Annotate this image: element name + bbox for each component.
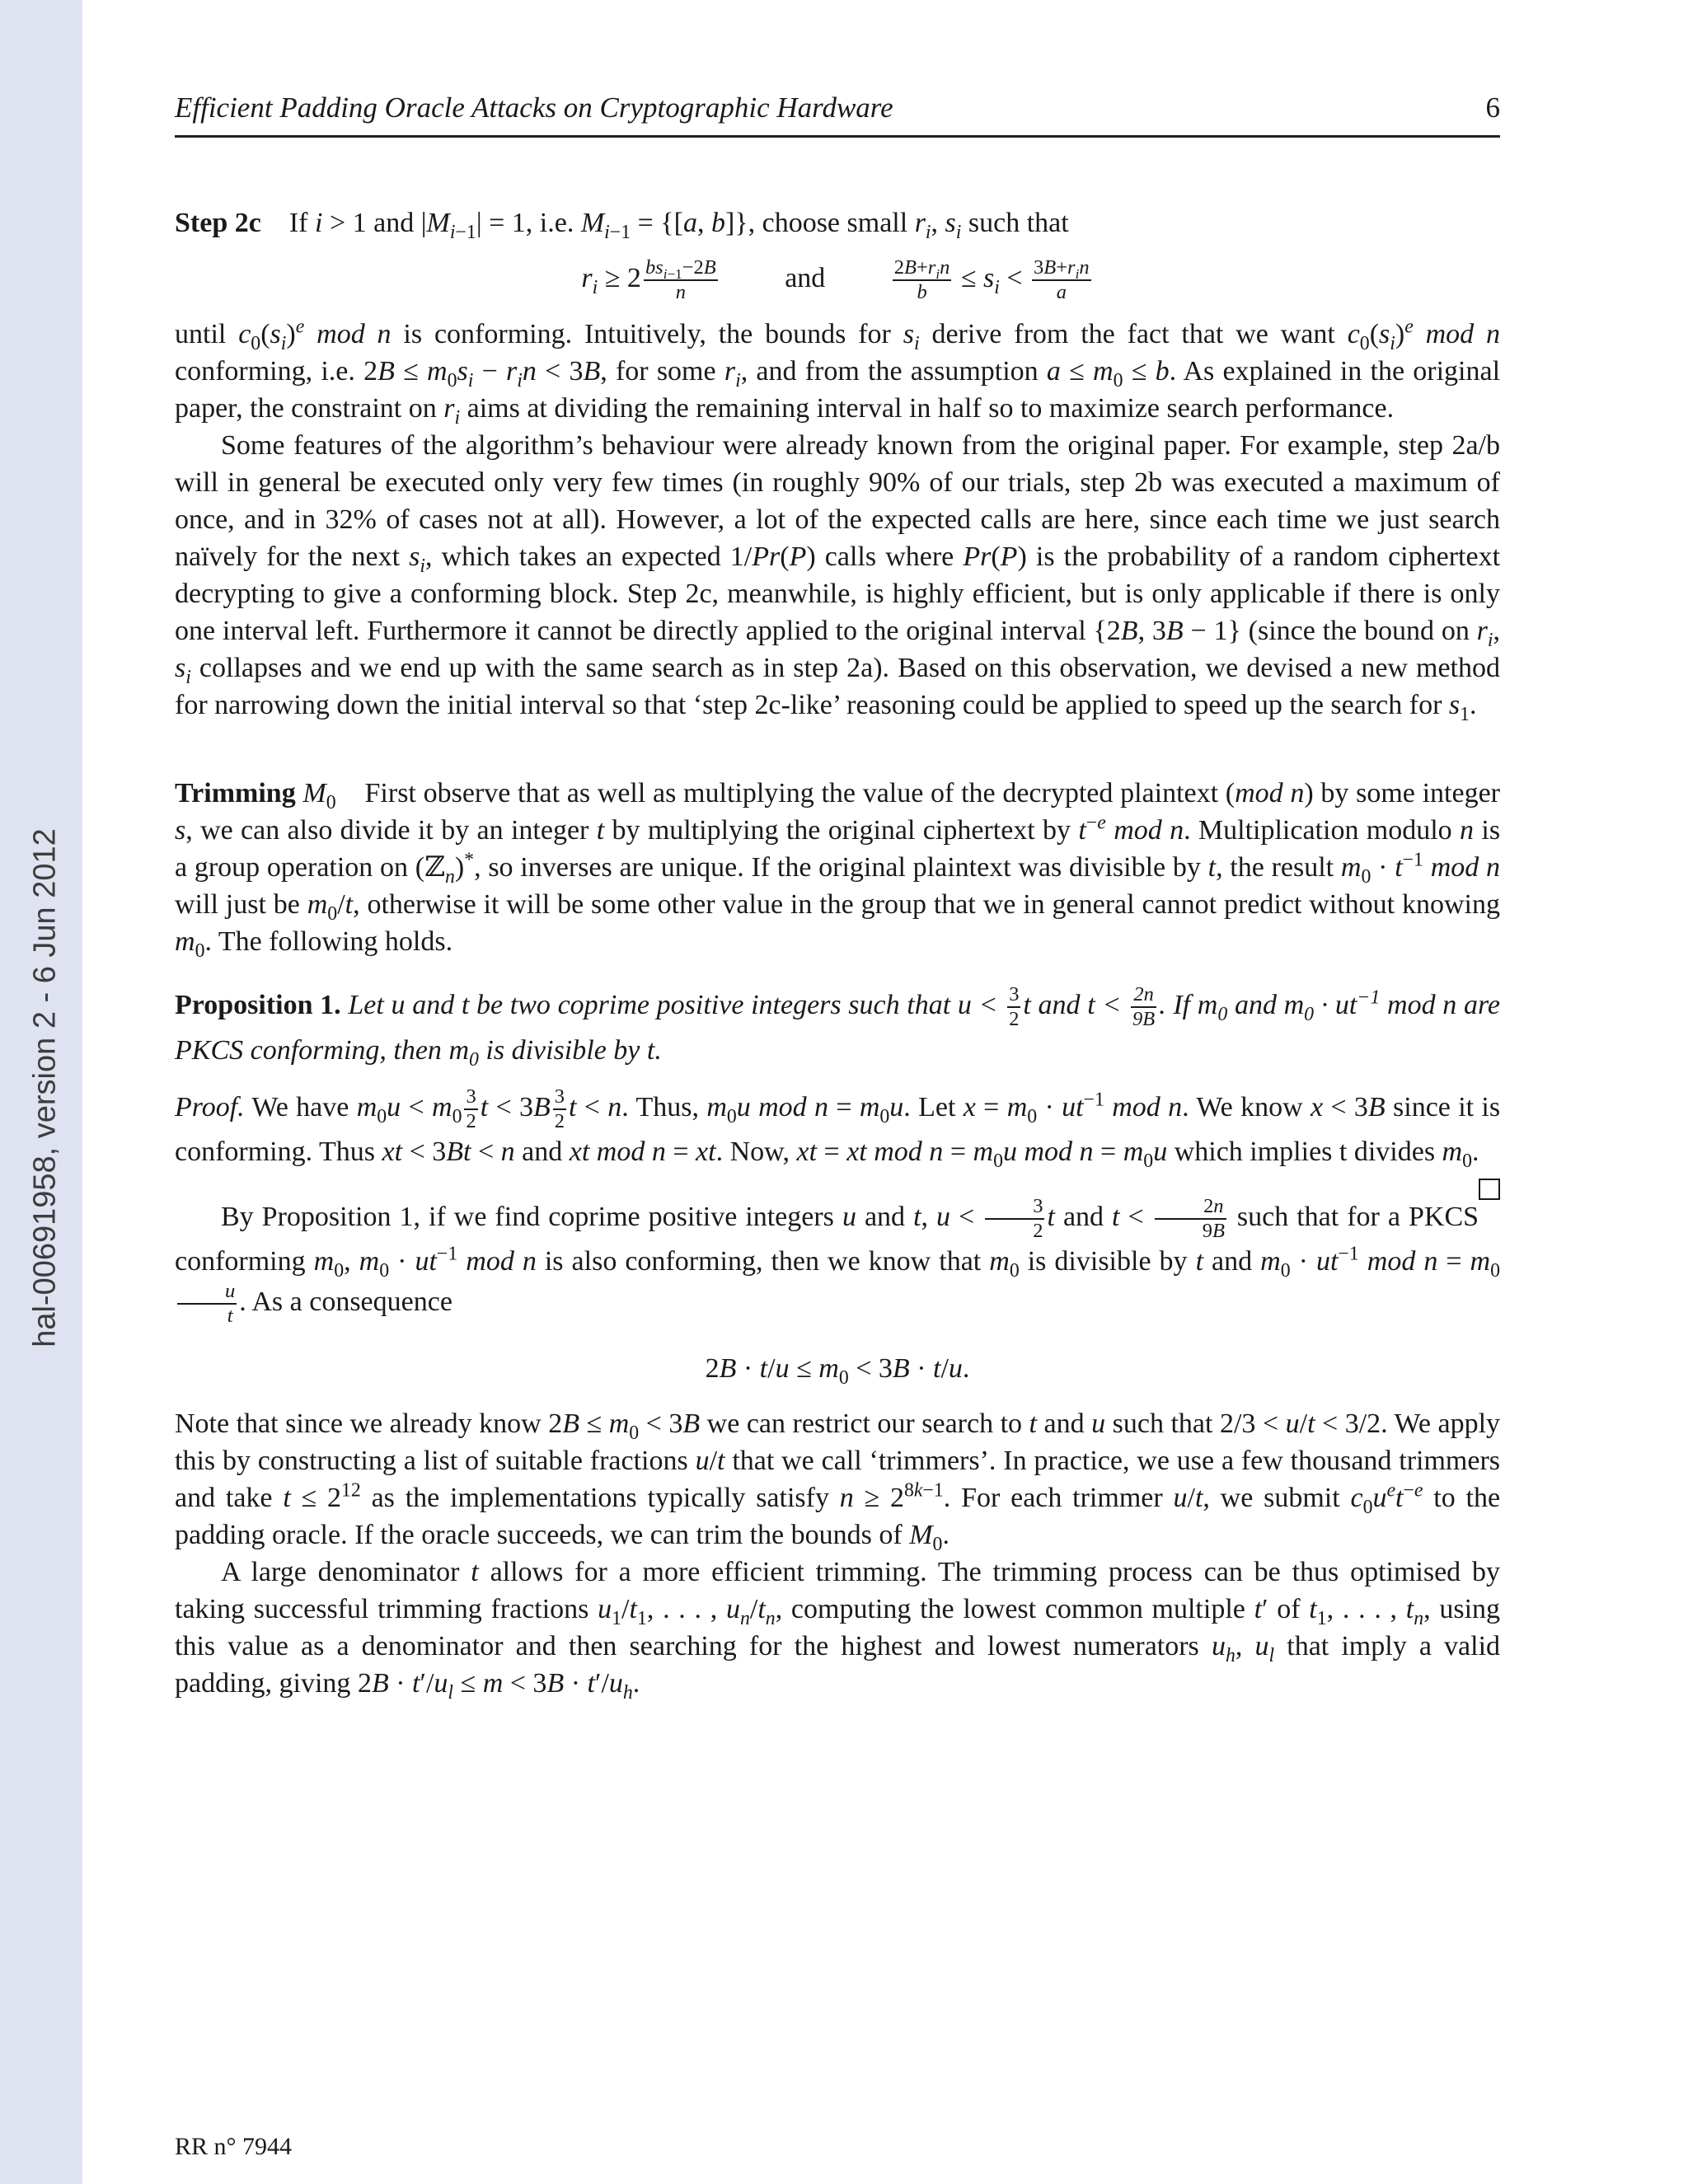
consequence-equation: $2B \cdot t/u \le m_0 < 3B \cdot t/u$. — [705, 1352, 970, 1389]
trimming-heading: Trimming — [175, 778, 296, 809]
step-2c-explanation: until $c_0(s_i)^e$ mod n is conforming. Intuitively, the bounds for $s_i$ derive from the fact that we want $c_0(s_i)^e$ mod n conforming, i.e. $2B \le m_0s_i - r_in < 3B$, for some $r_i$, and from the assumption $a \le m_0 \le b$. As explained in the original paper, the constraint on $r_i$ aims at dividing the remaining interval in half so to maximize search performance. — [175, 316, 1501, 429]
step-2c-heading: Step 2c — [175, 208, 261, 238]
proposition-1: Proposition 1. Let u and t be two coprime positive integers such that u < $\frac{3}{2}$ t and t < $\frac{2n}{9B}$ . If $m_0$ and $m_0 \cdot ut^{-1}$ mod n are PKCS conforming, then $m_0$ is divisible by t. — [175, 983, 1501, 1071]
proof-heading: Proof. — [175, 1091, 245, 1122]
qed-box-icon — [1479, 1179, 1500, 1200]
hal-identifier: hal-00691958, version 2 - 6 Jun 2012 — [27, 828, 63, 1347]
page-number: 6 — [1485, 91, 1500, 124]
running-header — [175, 89, 1500, 138]
hal-sidebar — [0, 0, 82, 2184]
note-paragraph: Note that since we already know $2B \le m_0 < 3B$ we can restrict our search to t and u such that 2/3 < u/t < 3/2. We apply this by constructing a list of suitable fractions u/t that we call ‘trimmers’. In practice, we use a few thousand trimmers and take $t \le 2^{12}$ as the implementations typically satisfy $n \ge 2^{8k-1}$. For each trimmer u/t, we submit $c_0u^et^{-e}$ to the padding oracle. If the oracle succeeds, we can trim the bounds of $M_0$. — [175, 1408, 1501, 1555]
features-paragraph: Some features of the algorithm’s behaviour were already known from the original paper. For example, step 2a/b will in general be executed only very few times (in roughly 90% of our trials, step 2b was executed a maximum of once, and in 32% of cases not at all). However, a lot of the expected calls are here, since each time we just search naïvely for the next $s_i$, which takes an expected 1/Pr(P) calls where Pr(P) is the probability of a random ciphertext decrypting to give a conforming block. Step 2c, meanwhile, is highly efficient, but is only applicable if there is only one interval left. Furthermore it cannot be directly applied to the original interval {2B, 3B − 1} (since the bound on $r_i$, $s_i$ collapses and we end up with the same search as in step 2a). Based on this observation, we devised a new method for narrowing down the initial interval so that ‘step 2c-like’ reasoning could be applied to speed up the search for $s_1$. — [175, 430, 1501, 726]
proof-paragraph: Proof. We have $m_0u < m_0$ $\frac{3}{2}$ t < 3B $\frac{3}{2}$ t < n. Thus, $m_0u$ mod $n = m_0u$. Let $x = m_0 \cdot ut^{-1}$ mod n. We know x < 3B since it is conforming. Thus xt < 3Bt < n and xt mod n = xt. Now, xt = xt mod $n = m_0u$ mod $n = m_0u$ which implies t divides $m_0$. — [175, 1085, 1500, 1170]
step-2c-paragraph: Step 2c If i > 1 and $|M_{i-1}| = 1$, i.e. $M_{i-1} = \{[a$, b]}, choose small $r_i$, $s_i$ such that — [175, 208, 1069, 243]
proposition-heading: Proposition 1. — [175, 990, 341, 1021]
trimming-paragraph: Trimming $M_0$ First observe that as well as multiplying the value of the decrypted plaintext (mod n) by some integer s, we can also divide it by an integer t by multiplying the original ciphertext by $t^{-e}$ mod n. Multiplication modulo n is a group operation on (ℤ$_n$)*, so inverses are unique. If the original plaintext was divisible by t, the result $m_0 \cdot t^{-1}$ mod n will just be $m_0/t$, otherwise it will be some other value in the group that we in general cannot predict without knowing $m_0$. The following holds. — [175, 778, 1501, 963]
report-number: RR n° 7944 — [175, 2133, 293, 2160]
by-proposition-paragraph: By Proposition 1, if we find coprime positive integers u and t, u < $\frac{3}{2}$ t and t < $\frac{2n}{9B}$ such that for a PKCS conforming $m_0$, $m_0 \cdot ut^{-1}$ mod n is also conforming, then we know that $m_0$ is divisible by t and $m_0 \cdot ut^{-1}$ mod $n = m_0$ $\frac{u}{t}$ . As a consequence — [175, 1194, 1501, 1328]
step-2c-inequalities: $r_i \ge 2$ $\frac{bs_{i-1}-2B}{n}$ and $\frac{2B+r_in}{b}$ ≤ $s_i$ < $\frac{3B+r_in}{a}$ — [581, 256, 1090, 304]
large-denominator-paragraph: A large denominator t allows for a more efficient trimming. The trimming process can be thus optimised by taking successful trimming fractions $u_1/t_1$, . . . , $u_n/t_n$, computing the lowest common multiple t′ of $t_1$, . . . , $t_n$, using this value as a denominator and then searching for the highest and lowest numerators $u_h$, $u_l$ that imply a valid padding, giving $2B \cdot t'/u_l \le m < 3B \cdot t'/u_h$. — [175, 1556, 1501, 1704]
page-body — [175, 204, 1500, 1702]
running-title: Efficient Padding Oracle Attacks on Cryptographic Hardware — [175, 91, 893, 124]
